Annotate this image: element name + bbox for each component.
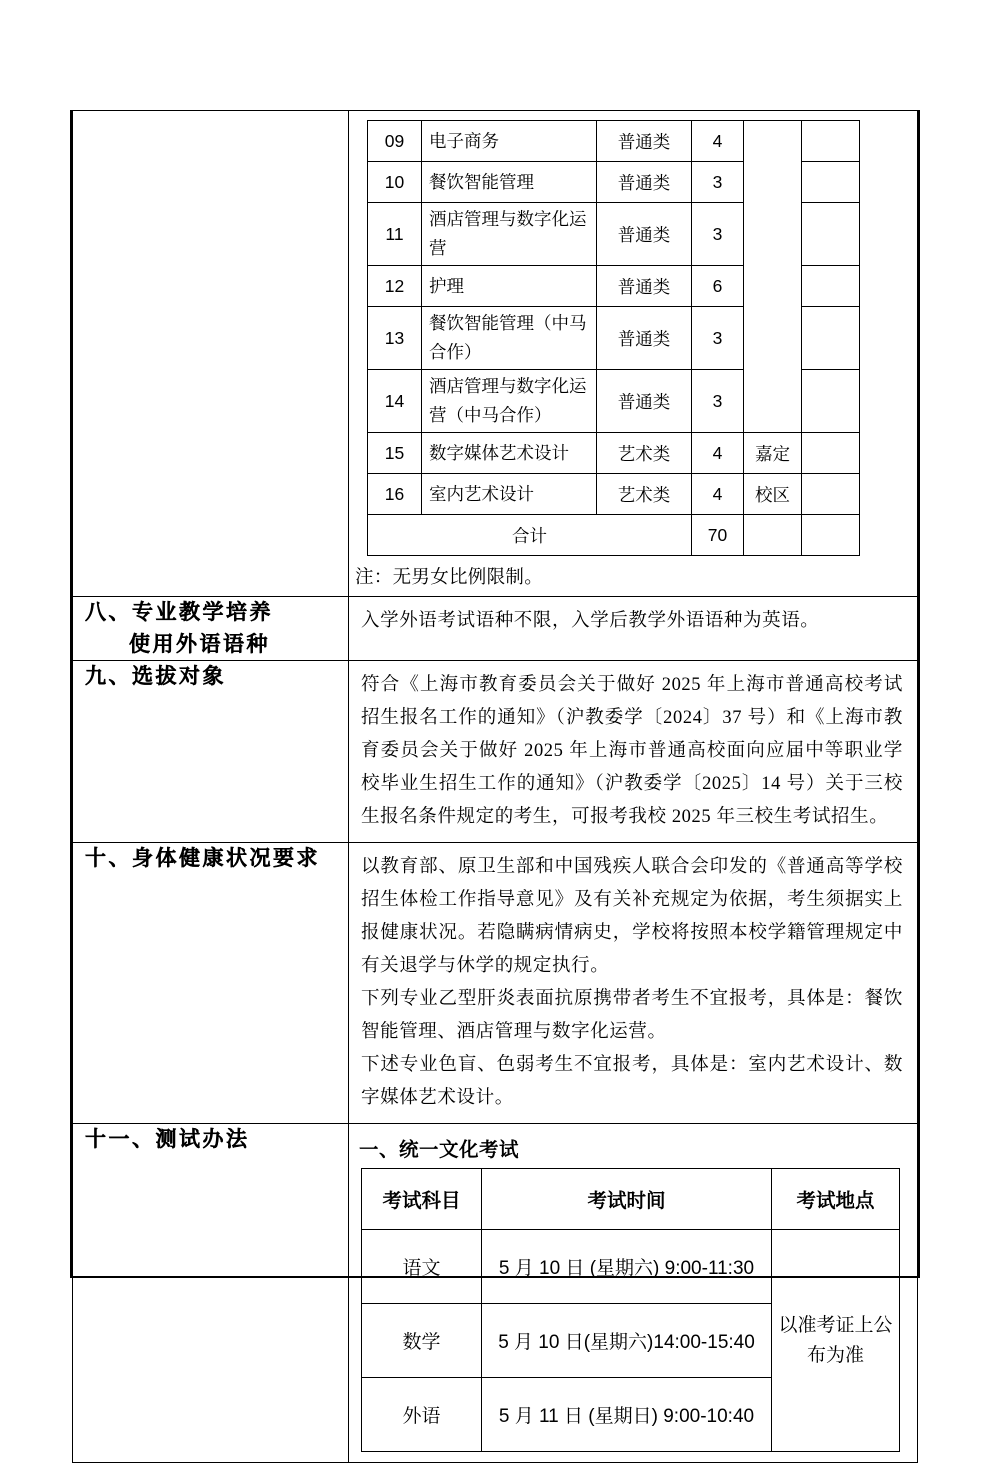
section10-body-cell bbox=[349, 843, 918, 1124]
exam-subject: 语文 bbox=[362, 1230, 482, 1304]
exam-header-row bbox=[362, 1169, 900, 1230]
exam-header-time: 考试时间 bbox=[482, 1169, 772, 1230]
major-type: 艺术类 bbox=[597, 433, 692, 474]
section9-content bbox=[349, 661, 917, 842]
table-row bbox=[368, 474, 860, 515]
section8-label-cell bbox=[73, 597, 349, 661]
exam-place bbox=[772, 1230, 900, 1452]
section8-paragraph: 入学外语考试语种不限，入学后教学外语语种为英语。 bbox=[361, 611, 820, 631]
campus-label-top: 嘉定 bbox=[744, 433, 802, 474]
total-count: 70 bbox=[692, 515, 744, 556]
exam-place-line1: 以准考证上公 bbox=[778, 1314, 893, 1336]
major-name: 电子商务 bbox=[422, 121, 597, 162]
extra-blank-cell bbox=[802, 162, 860, 203]
major-count: 3 bbox=[692, 307, 744, 370]
major-name: 室内艺术设计 bbox=[422, 474, 597, 515]
section8-label-line2: 使用外语语种 bbox=[129, 631, 270, 656]
total-label: 合计 bbox=[368, 515, 692, 556]
extra-blank-cell bbox=[802, 266, 860, 307]
exam-time: 5 月 10 日(星期六)14:00-15:40 bbox=[482, 1304, 772, 1378]
majors-table bbox=[367, 120, 860, 556]
major-count: 6 bbox=[692, 266, 744, 307]
major-type: 艺术类 bbox=[597, 474, 692, 515]
major-no: 16 bbox=[368, 474, 422, 515]
exam-schedule-table bbox=[361, 1168, 900, 1452]
total-campus-blank bbox=[744, 515, 802, 556]
section9-paragraph: 符合《上海市教育委员会关于做好 2025 年上海市普通高校考试招生报名工作的通知》（沪教委学〔2024〕37 号）和《上海市教育委员会关于做好 2025 年上海市普通高校面向应届中等职业学校毕业生招生工作的通知》（沪教委学〔2025〕14 号）关于三校生报名条件规定的考生，可报考我校 2025 年三校生考试招生。 bbox=[361, 675, 903, 827]
major-count: 4 bbox=[692, 121, 744, 162]
campus-merged-blank bbox=[744, 121, 802, 433]
section10-label-cell bbox=[73, 843, 349, 1124]
exam-header-subject: 考试科目 bbox=[362, 1169, 482, 1230]
section10-row bbox=[73, 843, 918, 1124]
exam-subsection-title: 一、统一文化考试 bbox=[359, 1139, 520, 1161]
major-name: 酒店管理与数字化运营（中马合作） bbox=[422, 370, 597, 433]
exam-place-line2: 布为准 bbox=[806, 1344, 864, 1366]
major-count: 4 bbox=[692, 474, 744, 515]
major-no: 15 bbox=[368, 433, 422, 474]
section8-label-line1: 八、专业教学培养 bbox=[85, 600, 273, 624]
section11-label-cell bbox=[73, 1124, 349, 1463]
major-name: 餐饮智能管理（中马合作） bbox=[422, 307, 597, 370]
major-count: 3 bbox=[692, 203, 744, 266]
major-type: 普通类 bbox=[597, 162, 692, 203]
exam-header-place: 考试地点 bbox=[772, 1169, 900, 1230]
major-name: 餐饮智能管理 bbox=[422, 162, 597, 203]
section11-body-cell bbox=[349, 1124, 918, 1463]
exam-time: 5 月 11 日 (星期日) 9:00-10:40 bbox=[482, 1378, 772, 1452]
extra-blank-cell bbox=[802, 307, 860, 370]
major-type: 普通类 bbox=[597, 121, 692, 162]
majors-table-wrap bbox=[349, 120, 917, 596]
major-count: 3 bbox=[692, 370, 744, 433]
major-type: 普通类 bbox=[597, 266, 692, 307]
table-row bbox=[368, 121, 860, 162]
majors-note: 注：无男女比例限制。 bbox=[355, 566, 544, 587]
extra-blank-cell bbox=[802, 370, 860, 433]
major-no: 14 bbox=[368, 370, 422, 433]
exam-row bbox=[362, 1230, 900, 1304]
section8-body-cell bbox=[349, 597, 918, 661]
majors-body-cell bbox=[349, 111, 918, 597]
section10-label: 十、身体健康状况要求 bbox=[85, 846, 320, 870]
major-count: 4 bbox=[692, 433, 744, 474]
major-count: 3 bbox=[692, 162, 744, 203]
extra-blank-cell bbox=[802, 433, 860, 474]
major-no: 13 bbox=[368, 307, 422, 370]
section10-paragraph-1: 以教育部、原卫生部和中国残疾人联合会印发的《普通高等学校招生体检工作指导意见》及有关补充规定为依据，考生须据实上报健康状况。若隐瞒病情病史，学校将按照本校学籍管理规定中有关退学与休学的规定执行。 bbox=[361, 857, 903, 976]
total-extra-blank bbox=[802, 515, 860, 556]
major-name: 酒店管理与数字化运营 bbox=[422, 203, 597, 266]
major-type: 普通类 bbox=[597, 370, 692, 433]
major-no: 09 bbox=[368, 121, 422, 162]
section10-content bbox=[349, 843, 917, 1123]
section8-content bbox=[349, 597, 917, 646]
section8-row bbox=[73, 597, 918, 661]
extra-blank-cell bbox=[802, 121, 860, 162]
section9-label-cell bbox=[73, 661, 349, 843]
majors-label-cell bbox=[73, 111, 349, 597]
major-type: 普通类 bbox=[597, 203, 692, 266]
majors-section-row bbox=[73, 111, 918, 597]
major-no: 12 bbox=[368, 266, 422, 307]
exam-subject: 外语 bbox=[362, 1378, 482, 1452]
section11-label: 十一、测试办法 bbox=[85, 1127, 250, 1151]
main-layout-table bbox=[72, 110, 918, 1463]
section8-label bbox=[73, 597, 348, 660]
total-row bbox=[368, 515, 860, 556]
major-no: 11 bbox=[368, 203, 422, 266]
document-page bbox=[70, 110, 920, 1427]
section10-paragraph-2: 下列专业乙型肝炎表面抗原携带者考生不宜报考，具体是：餐饮智能管理、酒店管理与数字化运营。 bbox=[361, 989, 903, 1042]
campus-label-bottom: 校区 bbox=[744, 474, 802, 515]
section11-row bbox=[73, 1124, 918, 1463]
table-row bbox=[368, 433, 860, 474]
section9-label: 九、选拔对象 bbox=[85, 664, 226, 688]
section10-paragraph-3: 下述专业色盲、色弱考生不宜报考，具体是：室内艺术设计、数字媒体艺术设计。 bbox=[361, 1055, 903, 1108]
major-name: 数字媒体艺术设计 bbox=[422, 433, 597, 474]
exam-subject: 数学 bbox=[362, 1304, 482, 1378]
exam-time: 5 月 10 日 (星期六) 9:00-11:30 bbox=[482, 1230, 772, 1304]
major-name: 护理 bbox=[422, 266, 597, 307]
extra-blank-cell bbox=[802, 203, 860, 266]
section9-body-cell bbox=[349, 661, 918, 843]
major-type: 普通类 bbox=[597, 307, 692, 370]
exam-block bbox=[349, 1124, 917, 1462]
major-no: 10 bbox=[368, 162, 422, 203]
extra-blank-cell bbox=[802, 474, 860, 515]
section9-row bbox=[73, 661, 918, 843]
